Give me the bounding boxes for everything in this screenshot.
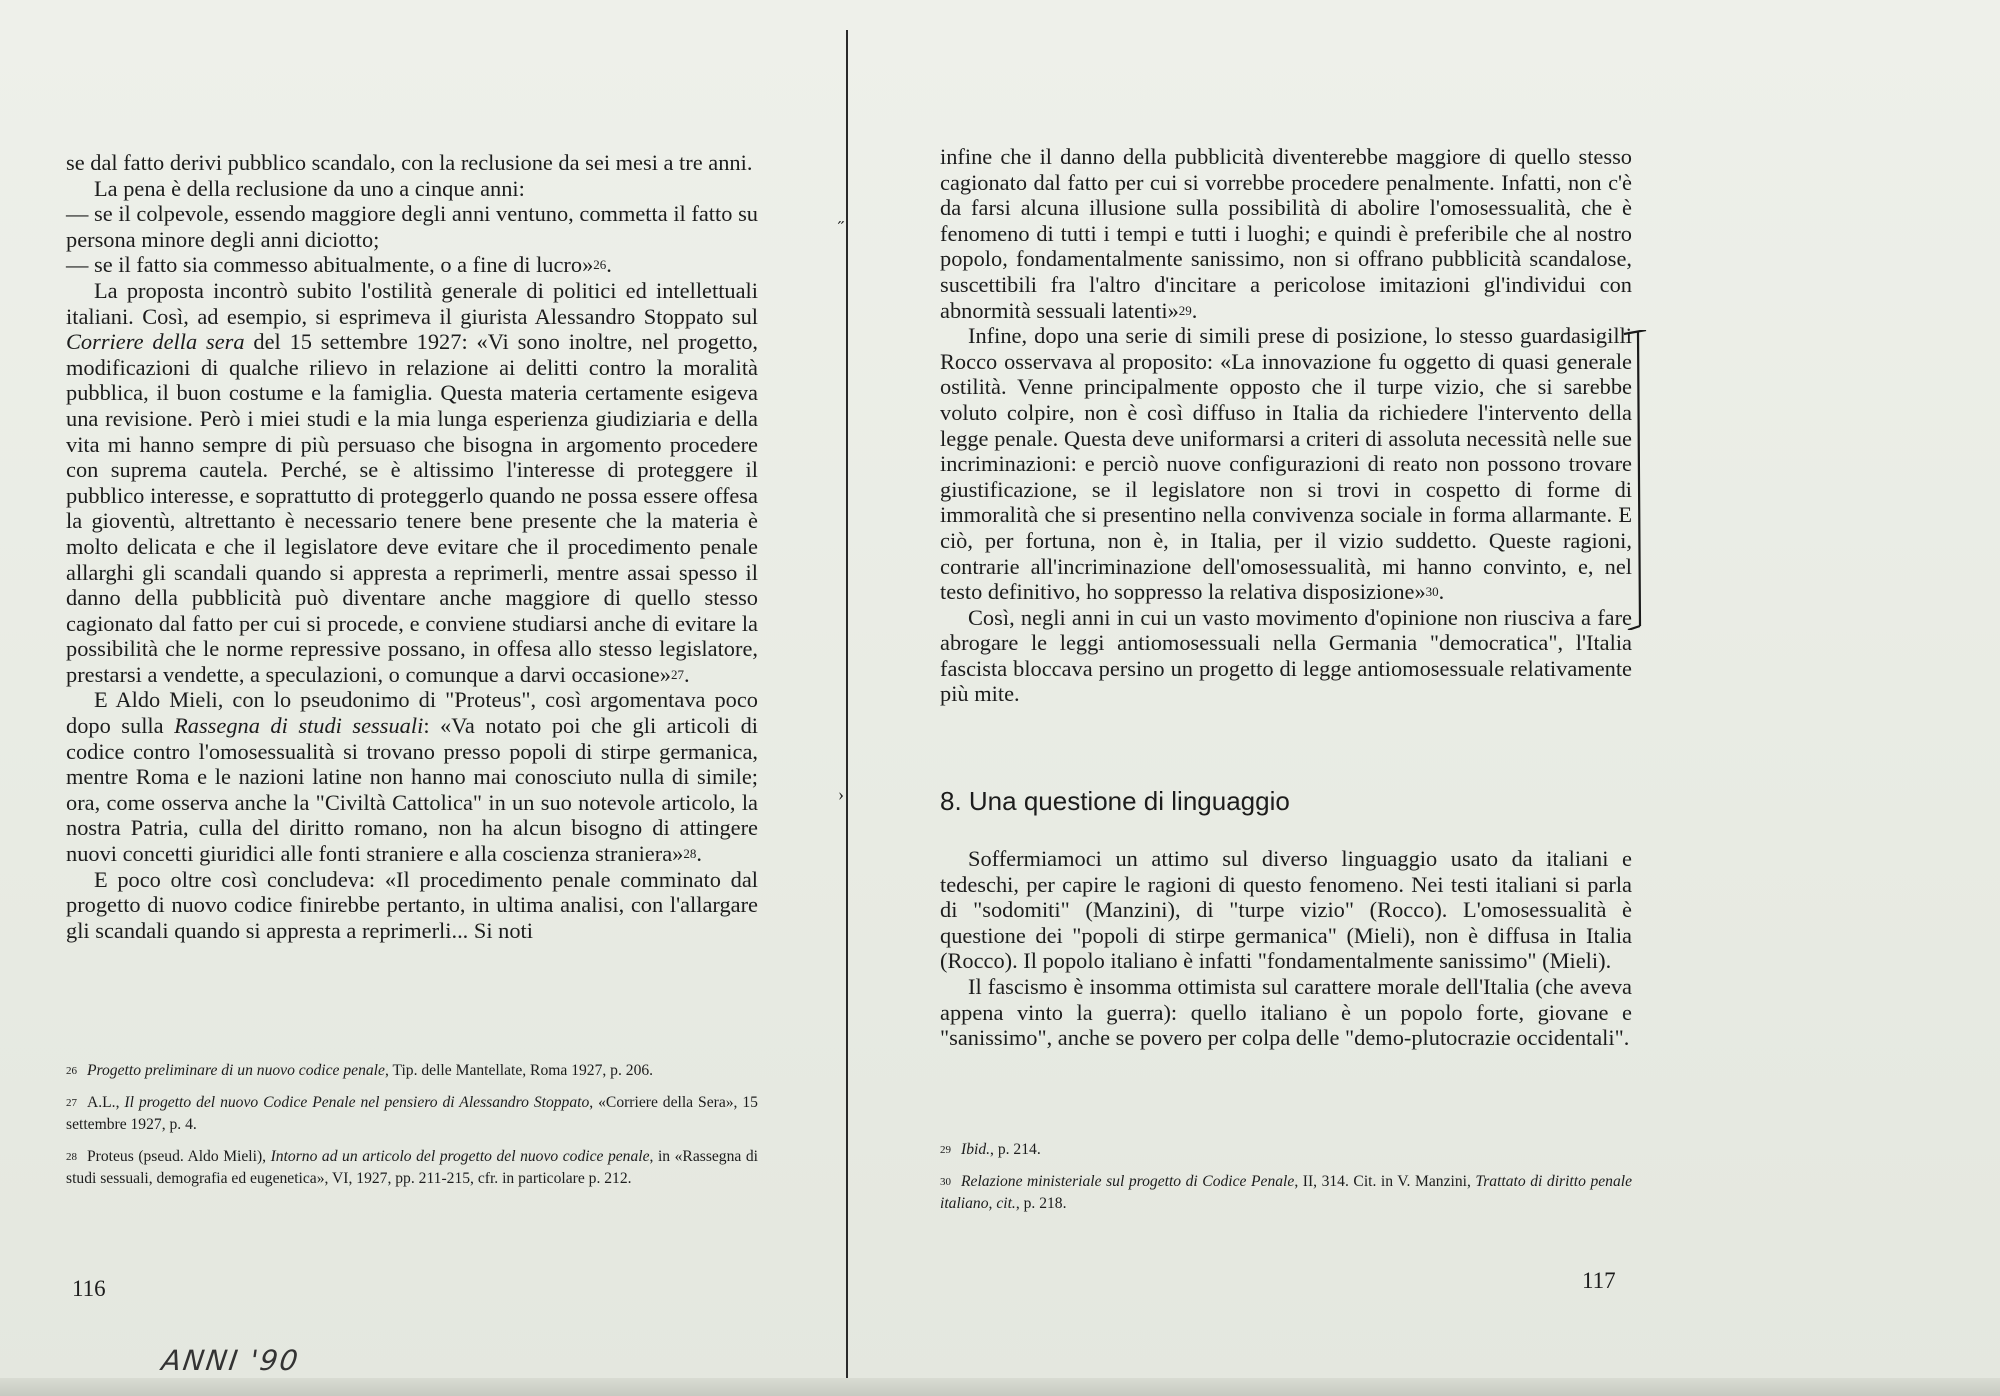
paragraph: La pena è della reclusione da uno a cinque anni: [94, 175, 525, 201]
paragraph: Soffermiamoci un attimo sul diverso linguaggio usato da italiani e tedeschi, per capire le ragioni di questo fenomeno. Nei testi italiani si parla di "sodomiti" (Manzini), di "turpe vizio" (Rocco). L'omosessualità è questione dei "popoli di stirpe germanica" (Mieli), non è diffusa in Italia (Rocco). Il popolo italiano è infatti "fondamentalmente sanissimo" (Mieli). [940, 846, 1632, 974]
paragraph: La proposta incontrò subito l'ostilità generale di politici ed intellettuali italiani. Così, ad esempio, si esprimeva il giurista Alessandro Stoppato sul Corriere della sera del 15 settembre 1927: «Vi sono inoltre, nel progetto, modificazioni di qualche rilievo in relazione ai delitti contro la moralità pubblica, il buon costume e la famiglia. Questa materia certamente esigeva una revisione. Però i miei studi e la mia lunga esperienza giudiziaria e della vita mi hanno sempre di più persuaso che bisogna in argomento procedere con suprema cautela. Perché, se è altissimo l'interesse di proteggere il pubblico interesse, e soprattutto di proteggerlo quando ne possa essere offesa la gioventù, altrettanto è necessario tenere bene presente che la materia è molto delicata e che il legislatore deve evitare che il procedimento penale allarghi gli scandali quando si appresta a reprimerli, mentre assai spesso il danno della pubblicità può diventare anche maggiore di quello stesso cagionato dal fatto per cui si procede, e conviene studiarsi anche di evitare la possibilità che le norme repressive possano, in offesa allo stesso legislatore, prestarsi a vendette, a speculazioni, o comunque a darvi occasione»$^{27}$. [66, 277, 758, 687]
left-page-body [66, 150, 758, 943]
page-number-right: 117 [1582, 1268, 1616, 1293]
footnote-ref: 27 [670, 666, 684, 682]
paragraph: Così, negli anni in cui un vasto movimento d'opinione non riusciva a fare abrogare le leggi antiomosessuali nella Germania "democratica", l'Italia fascista bloccava persino un progetto di legge antiomosessuale relativamente più mite. [940, 604, 1632, 707]
paragraph: E poco oltre così concludeva: «Il procedimento penale comminato dal progetto di nuovo codice finirebbe pertanto, in ultima analisi, con l'allargare gli scandali quando si appresta a reprimerli... Si noti [66, 866, 758, 943]
margin-bracket-mark [1620, 330, 1650, 630]
italic-title: Corriere della sera [66, 329, 245, 355]
italic-title: Rassegna di studi sessuali [174, 713, 424, 739]
right-footnotes [940, 1139, 1632, 1225]
paragraph: — se il fatto sia commesso abitualmente, o a fine di lucro»$^{26}$. [66, 252, 612, 278]
footnote: $^{28}$ Proteus (pseud. Aldo Mieli), Intorno ad un articolo del progetto del nuovo codice penale, in «Rassegna di studi sessuali, demografia ed eugenetica», VI, 1927, pp. 211-215, cfr. in particolare p. 212. [66, 1148, 758, 1187]
section-heading: 8. Una questione di linguaggio [940, 786, 1290, 816]
footnote: $^{26}$ Progetto preliminare di un nuovo codice penale, Tip. delle Mantellate, Roma 1927, p. 206. [66, 1062, 654, 1079]
handwritten-note: ANNI '90 [159, 1344, 302, 1377]
scan-bottom-edge [0, 1378, 2000, 1396]
left-footnotes [66, 1060, 758, 1200]
paragraph: — se il colpevole, essendo maggiore degli anni ventuno, commetta il fatto su persona minore degli anni diciotto; [66, 201, 758, 252]
footnote-ref: 28 [683, 846, 697, 862]
footnote: $^{27}$ A.L., Il progetto del nuovo Codice Penale nel pensiero di Alessandro Stoppato, «Corriere della Sera», 15 settembre 1927, p. 4. [66, 1094, 758, 1133]
paragraph: infine che il danno della pubblicità diventerebbe maggiore di quello stesso cagionato dal fatto per cui si vorrebbe procedere penalmente. Infatti, non c'è da farsi alcuna illusione sulla possibilità di abolire l'omosessualità, che è fenomeno di tutti i tempi e tutti i luoghi; e quindi è preferibile che al nostro popolo, fondamentalmente sanissimo, non si offrano pubblicità scandalose, suscettibili fra l'altro d'incitare a pericolose imitazioni gl'individui con abnormità sessuali latenti»$^{29}$. [940, 144, 1632, 323]
footnote: $^{30}$ Relazione ministeriale sul progetto di Codice Penale, II, 314. Cit. in V. Manzini, Trattato di diritto penale italiano, cit., p. 218. [940, 1173, 1633, 1212]
gutter-line [846, 30, 848, 1380]
right-page-body-bottom [940, 846, 1632, 1051]
right-page-body-top [940, 144, 1632, 707]
paragraph: Il fascismo è insomma ottimista sul carattere morale dell'Italia (che aveva appena vinto la guerra): quello italiano è un popolo forte, giovane e "sanissimo", anche se povero per colpa delle "demo-plutocrazie occidentali". [940, 973, 1632, 1051]
footnote-ref: 26 [593, 257, 607, 273]
paragraph: Infine, dopo una serie di simili prese di posizione, lo stesso guardasigilli Rocco osservava al proposito: «La innovazione fu oggetto di quasi generale ostilità. Venne principalmente opposto che il turpe vizio, che si sarebbe voluto colpire, non è così diffuso in Italia da richiedere l'intervento della legge penale. Questa deve uniformarsi a criteri di assoluta necessità nelle sue incriminazioni: e perciò nuove configurazioni di reato non possono trovare giustificazione, se il legislatore non si trovi in cospetto di forme di immoralità che si presentino nella convivenza sociale in forma allarmante. E ciò, per fortuna, non è, in Italia, per il vizio suddetto. Queste ragioni, contrarie all'incriminazione dell'omosessualità, mi hanno convinto, e, nel testo definitivo, ho soppresso la relativa disposizione»$^{30}$. [940, 323, 1632, 605]
footnote: $^{29}$ Ibid., p. 214. [940, 1141, 1041, 1158]
footnote-ref: 29 [1178, 302, 1192, 318]
paragraph: E Aldo Mieli, con lo pseudonimo di "Proteus", così argomentava poco dopo sulla Rassegna di studi sessuali: «Va notato poi che gli articoli di codice contro l'omosessualità si trovano presso popoli di stirpe germanica, mentre Roma e le nazioni latine non hanno mai conosciuto nulla di simile; ora, come osserva anche la "Civiltà Cattolica" in un suo notevole articolo, la nostra Patria, culla del diritto romano, non ha alcun bisogno di attingere nuovi concetti giuridici alle fonti straniere e alla coscienza straniera»$^{28}$. [66, 687, 759, 867]
paragraph: se dal fatto derivi pubblico scandalo, con la reclusione da sei mesi a tre anni. [66, 150, 753, 175]
gutter-tick-mark: ˝ [838, 218, 844, 238]
gutter-tick-mark: › [838, 784, 844, 804]
footnote-ref: 30 [1425, 584, 1439, 600]
page-number-left: 116 [72, 1276, 106, 1301]
